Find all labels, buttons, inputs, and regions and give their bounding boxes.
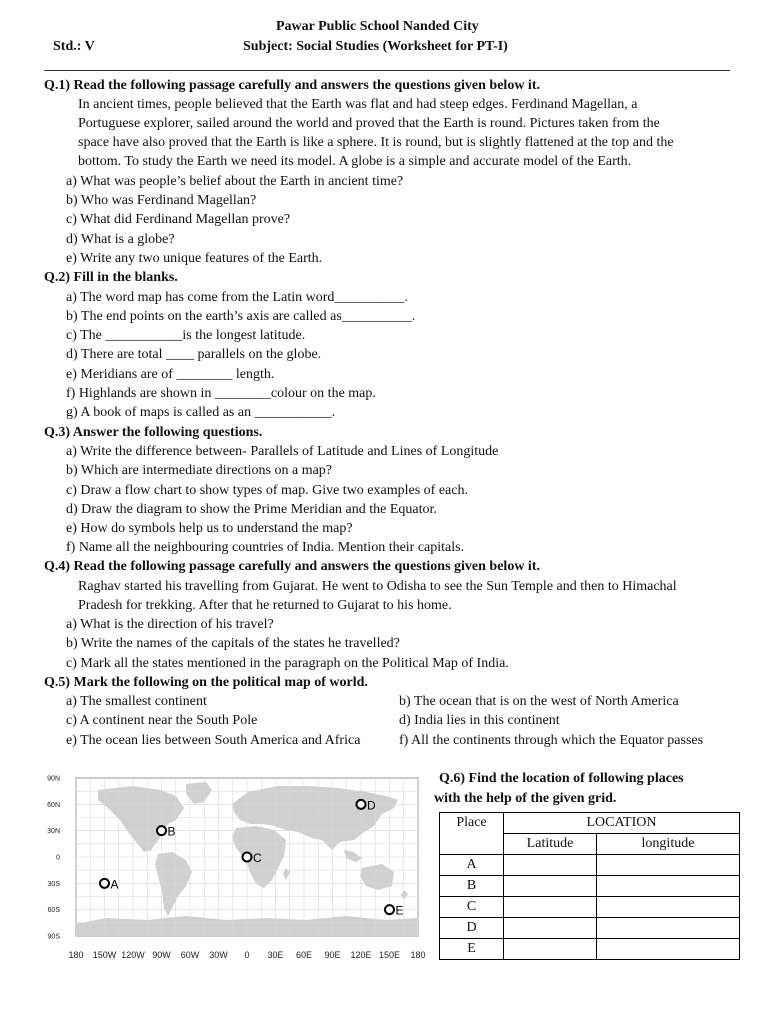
q2-item: a) The word map has come from the Latin word__________. <box>66 290 408 305</box>
q5-item: f) All the continents through which the Equator passes <box>399 733 704 748</box>
q1-item: c) What did Ferdinand Magellan prove? <box>66 212 291 227</box>
latitude-tick-label: 30S <box>47 880 60 888</box>
longitude-tick-label: 30E <box>267 950 284 960</box>
longitude-tick-label: 120W <box>121 950 145 960</box>
q4-item: b) Write the names of the capitals of the states he travelled? <box>66 636 400 651</box>
longitude-tick-label: 150W <box>92 950 117 960</box>
q3-title: Q.3) Answer the following questions. <box>44 425 263 440</box>
subject-label: Subject: Social Studies (Worksheet for PT-I) <box>243 39 508 54</box>
q3-item: d) Draw the diagram to show the Prime Meridian and the Equator. <box>66 502 437 517</box>
longitude-tick-label: 120E <box>350 950 372 960</box>
q2-item: f) Highlands are shown in ________colour on the map. <box>66 386 376 401</box>
location-marker-label: C <box>253 851 262 865</box>
std-label: Std.: V <box>53 39 95 54</box>
header-divider <box>44 70 730 71</box>
longitude-labels <box>68 950 425 960</box>
table-row <box>440 939 740 960</box>
q2-item: c) The ___________is the longest latitude. <box>66 328 306 343</box>
latitude-cell[interactable] <box>504 876 597 897</box>
longitude-cell[interactable] <box>597 918 740 939</box>
longitude-cell[interactable] <box>597 855 740 876</box>
q5-item: c) A continent near the South Pole <box>66 713 258 728</box>
longitude-tick-label: 150E <box>378 950 401 960</box>
q4-passage-line: Pradesh for trekking. After that he returned to Gujarat to his home. <box>78 598 452 613</box>
longitude-tick-label: 180 <box>68 950 84 960</box>
q6-title-line1: Q.6) Find the location of following places <box>439 771 684 786</box>
longitude-cell[interactable] <box>597 939 740 960</box>
table-row <box>440 855 740 876</box>
latitude-tick-label: 0 <box>56 854 60 862</box>
q3-item: e) How do symbols help us to understand the map? <box>66 521 353 536</box>
q4-item: a) What is the direction of his travel? <box>66 617 274 632</box>
world-grid-map <box>36 768 430 968</box>
latitude-cell[interactable] <box>504 939 597 960</box>
q6-title-line2: with the help of the given grid. <box>434 791 617 806</box>
place-cell: E <box>440 939 504 960</box>
q3-item: c) Draw a flow chart to show types of map. Give two examples of each. <box>66 483 468 498</box>
q1-item: b) Who was Ferdinand Magellan? <box>66 193 257 208</box>
location-marker <box>357 800 366 809</box>
location-marker <box>100 879 109 888</box>
latitude-cell[interactable] <box>504 855 597 876</box>
table-row <box>440 876 740 897</box>
longitude-tick-label: 180 <box>410 950 426 960</box>
q1-title: Q.1) Read the following passage carefully and answers the questions given below it. <box>44 78 540 93</box>
latitude-cell[interactable] <box>504 897 597 918</box>
table-row <box>440 918 740 939</box>
q5-title: Q.5) Mark the following on the political map of world. <box>44 675 368 690</box>
q3-item: a) Write the difference between- Parallels of Latitude and Lines of Longitude <box>66 444 499 459</box>
place-cell: D <box>440 918 504 939</box>
longitude-tick-label: 90W <box>152 950 171 960</box>
q1-passage-line: space have also proved that the Earth is like a sphere. It is round, but is slightly flattened at the top and the <box>78 135 674 150</box>
latitude-tick-label: 90S <box>47 933 60 941</box>
latitude-tick-label: 60N <box>47 801 60 809</box>
longitude-tick-label: 30W <box>209 950 228 960</box>
longitude-cell[interactable] <box>597 876 740 897</box>
place-cell: A <box>440 855 504 876</box>
q2-item: b) The end points on the earth’s axis are called as__________. <box>66 309 416 324</box>
latitude-tick-label: 60S <box>47 907 60 915</box>
latitude-tick-label: 30N <box>47 828 60 836</box>
place-cell: B <box>440 876 504 897</box>
q1-passage-line: Portuguese explorer, sailed around the world and proved that the Earth is round. Pictures taken from the <box>78 116 660 131</box>
q5-item: b) The ocean that is on the west of North America <box>399 694 679 709</box>
q1-passage-line: bottom. To study the Earth we need its model. A globe is a simple and accurate model of the Earth. <box>78 154 632 169</box>
q2-item: d) There are total ____ parallels on the globe. <box>66 347 322 362</box>
latitude-cell[interactable] <box>504 918 597 939</box>
longitude-tick-label: 90E <box>324 950 341 960</box>
location-marker <box>157 826 166 835</box>
longitude-cell[interactable] <box>597 897 740 918</box>
q3-item: f) Name all the neighbouring countries of India. Mention their capitals. <box>66 540 465 555</box>
q2-title: Q.2) Fill in the blanks. <box>44 270 178 285</box>
q4-item: c) Mark all the states mentioned in the paragraph on the Political Map of India. <box>66 656 509 671</box>
q3-item: b) Which are intermediate directions on a map? <box>66 463 333 478</box>
latitude-labels <box>47 776 60 941</box>
q2-item: e) Meridians are of ________ length. <box>66 367 275 382</box>
q5-item: d) India lies in this continent <box>399 713 560 728</box>
q5-item: e) The ocean lies between South America and Africa <box>66 733 361 748</box>
place-cell: C <box>440 897 504 918</box>
longitude-header: longitude <box>597 834 740 855</box>
q1-item: e) Write any two unique features of the Earth. <box>66 251 323 266</box>
q1-item: d) What is a globe? <box>66 232 175 247</box>
q5-item: a) The smallest continent <box>66 694 207 709</box>
q4-title: Q.4) Read the following passage carefully and answers the questions given below it. <box>44 559 540 574</box>
latitude-header: Latitude <box>504 834 597 855</box>
table-row <box>440 897 740 918</box>
q2-item: g) A book of maps is called as an ___________. <box>66 405 336 420</box>
longitude-tick-label: 60E <box>295 950 313 960</box>
location-header: LOCATION <box>504 813 740 834</box>
q1-item: a) What was people’s belief about the Earth in ancient time? <box>66 174 404 189</box>
q1-passage-line: In ancient times, people believed that the Earth was flat and had steep edges. Ferdinand Magellan, a <box>78 97 638 112</box>
location-marker-label: B <box>167 824 176 839</box>
location-table <box>439 812 740 960</box>
latitude-tick-label: 90N <box>47 775 60 783</box>
location-marker-label: E <box>395 903 404 918</box>
location-marker <box>243 853 252 862</box>
longitude-tick-label: 0 <box>244 950 250 960</box>
location-marker <box>385 905 394 914</box>
location-marker-label: A <box>110 877 119 892</box>
place-header: Place <box>440 813 504 855</box>
q4-passage-line: Raghav started his travelling from Gujarat. He went to Odisha to see the Sun Temple and then to Himachal <box>78 579 677 594</box>
location-marker-label: D <box>367 798 376 813</box>
longitude-tick-label: 60W <box>180 950 200 960</box>
school-name: Pawar Public School Nanded City <box>276 19 479 34</box>
